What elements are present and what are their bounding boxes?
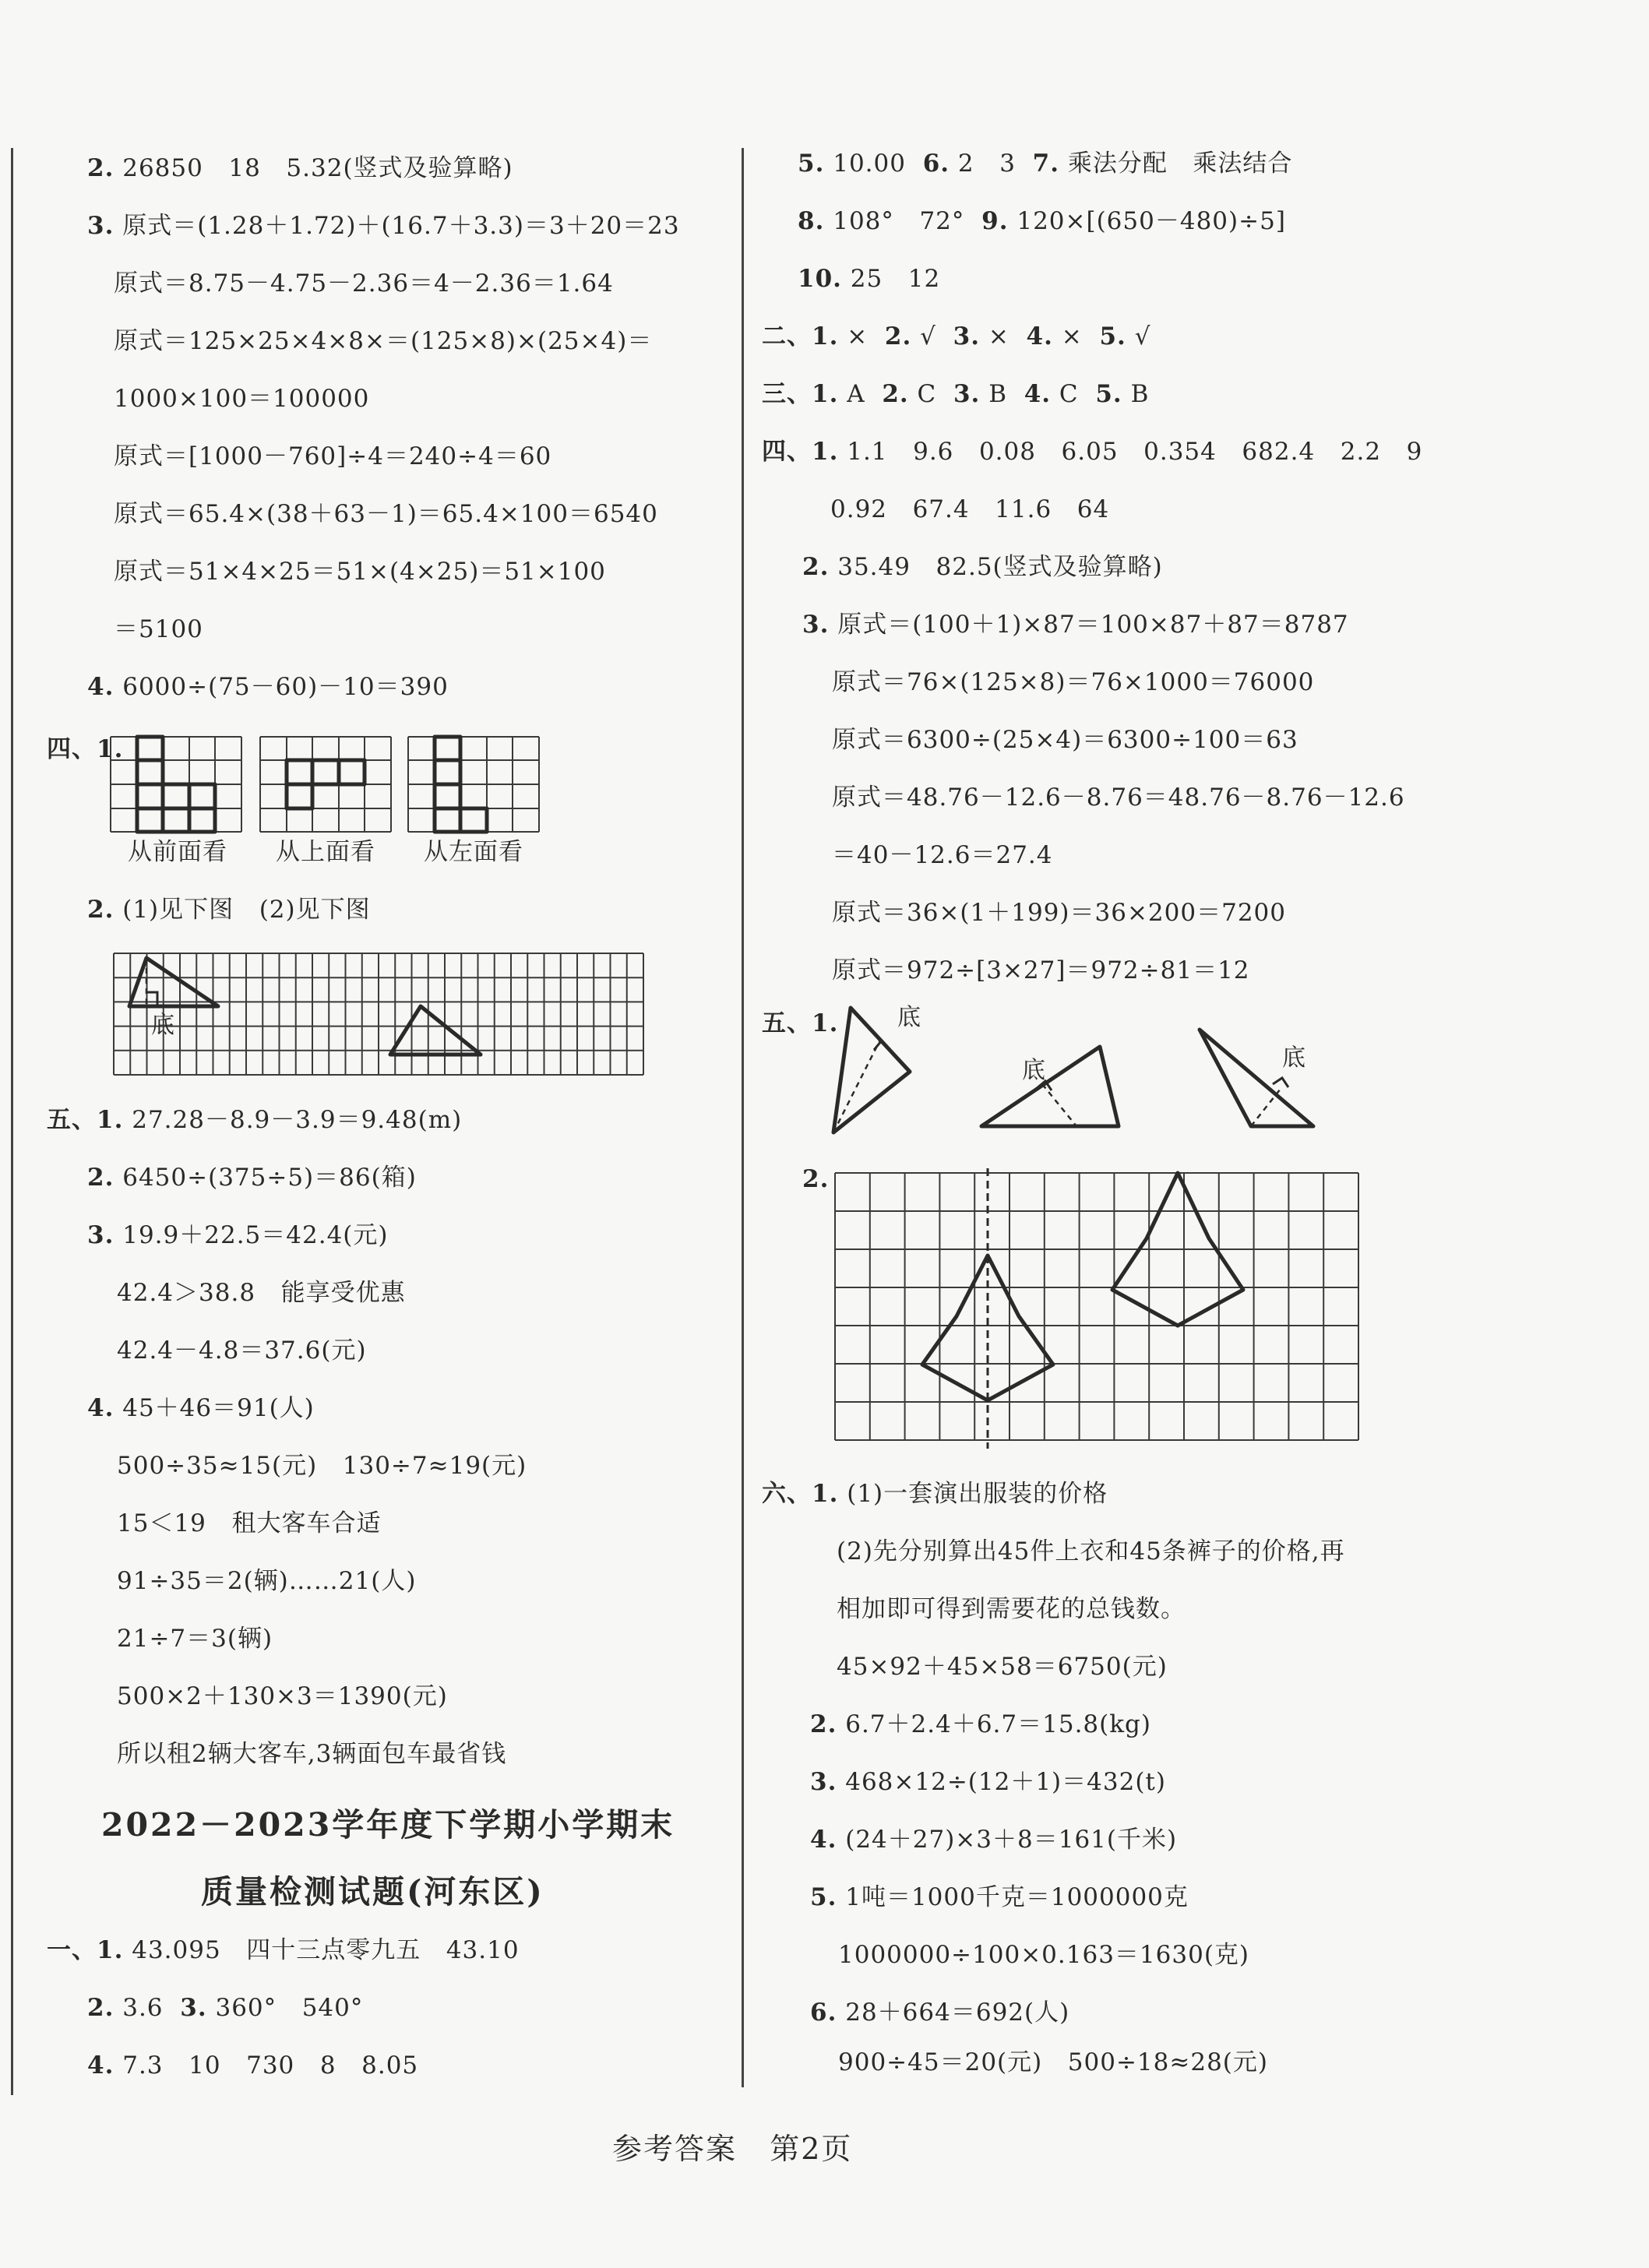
svg-text:底: 底 [1282, 1044, 1305, 1072]
answer-line: 原式＝972÷[3×27]＝972÷81＝12 [832, 956, 1250, 984]
answer-line: 10. 25 12 [798, 265, 941, 293]
answer-line: 原式＝65.4×(38＋63－1)＝65.4×100＝6540 [114, 500, 658, 528]
answer-line: 42.4－4.8＝37.6(元) [117, 1336, 367, 1365]
answer-line: 相加即可得到需要花的总钱数。 [837, 1595, 1186, 1623]
answer-line: ＝5100 [114, 615, 203, 643]
view-label-front: 从前面看 [128, 838, 227, 866]
answer-line: 原式＝125×25×4×8×＝(125×8)×(25×4)＝ [114, 327, 653, 355]
height-triangles [826, 1002, 1324, 1142]
answer-line: 四、1. 1.1 9.6 0.08 6.05 0.354 682.4 2.2 9 [762, 438, 1423, 466]
left-margin-rule [11, 148, 13, 2095]
answer-line: 42.4＞38.8 能享受优惠 [117, 1279, 406, 1307]
column-divider [742, 148, 744, 2087]
answer-line: 5. 10.00 6. 2 3 7. 乘法分配 乘法结合 [798, 150, 1293, 178]
answer-line: 原式＝48.76－12.6－8.76＝48.76－8.76－12.6 [832, 784, 1405, 812]
answer-line: 15＜19 租大客车合适 [117, 1509, 382, 1537]
section-title-line2: 质量检测试题(河东区) [201, 1873, 544, 1911]
answer-line: 2. 35.49 82.5(竖式及验算略) [802, 553, 1163, 581]
answer-line: 3. 原式＝(1.28＋1.72)＋(16.7＋3.3)＝3＋20＝23 [87, 212, 680, 240]
answer-line: 5. 1吨＝1000千克＝1000000克 [810, 1883, 1189, 1911]
answer-line: 三、1. A 2. C 3. B 4. C 5. B [762, 380, 1150, 408]
svg-text:底: 底 [897, 1004, 921, 1031]
base-label: 底 [151, 1012, 174, 1039]
answer-line: 500×2＋130×3＝1390(元) [117, 1682, 448, 1710]
answer-line: 二、1. × 2. √ 3. × 4. × 5. √ [762, 322, 1151, 350]
answer-line: (2)先分别算出45件上衣和45条裤子的价格,再 [837, 1537, 1345, 1565]
answer-line: 3. 19.9＋22.5＝42.4(元) [87, 1221, 389, 1249]
answer-line: 21÷7＝3(辆) [117, 1625, 273, 1653]
answer-line: 原式＝36×(1＋199)＝36×200＝7200 [832, 899, 1286, 927]
answer-line: 91÷35＝2(辆)……21(人) [117, 1567, 417, 1595]
answer-line: 2. 3.6 3. 360° 540° [87, 1994, 364, 2022]
svg-text:底: 底 [1022, 1057, 1045, 1084]
answer-line: 所以租2辆大客车,3辆面包车最省钱 [117, 1740, 507, 1768]
page-footer: 参考答案 第2页 [612, 2132, 853, 2166]
question-2-label: 2. [802, 1165, 830, 1193]
answer-line: 1000000÷100×0.163＝1630(克) [838, 1941, 1250, 1969]
answer-line: 900÷45＝20(元) 500÷18≈28(元) [838, 2048, 1268, 2076]
answer-line: 3. 原式＝(100＋1)×87＝100×87＋87＝8787 [802, 611, 1349, 639]
answer-line: 3. 468×12÷(12＋1)＝432(t) [810, 1768, 1166, 1796]
answer-line: 一、1. 43.095 四十三点零九五 43.10 [47, 1936, 520, 1964]
section-title-line1: 2022－2023学年度下学期小学期末 [101, 1806, 675, 1844]
answer-line: 六、1. (1)一套演出服装的价格 [762, 1480, 1108, 1508]
triangle-grid [114, 953, 643, 1078]
answer-line: 原式＝6300÷(25×4)＝6300÷100＝63 [832, 726, 1298, 754]
view-label-left: 从左面看 [424, 838, 523, 866]
symmetry-grid [835, 1173, 1362, 1446]
answer-line: 4. 45＋46＝91(人) [87, 1394, 315, 1422]
answer-line: 4. (24＋27)×3＋8＝161(千米) [810, 1826, 1178, 1854]
answer-line: 原式＝51×4×25＝51×(4×25)＝51×100 [114, 558, 606, 586]
answer-line: ＝40－12.6＝27.4 [832, 841, 1053, 869]
view-front-grid [111, 737, 243, 833]
answer-line: 五、1. 27.28－8.9－3.9＝9.48(m) [47, 1106, 463, 1134]
section-wu-label: 五、1. [762, 1009, 839, 1037]
view-top-grid [260, 737, 393, 833]
answer-line: 500÷35≈15(元) 130÷7≈19(元) [117, 1452, 527, 1480]
answer-line: 6. 28＋664＝692(人) [810, 1999, 1070, 2027]
view-label-top: 从上面看 [276, 838, 375, 866]
answer-line: 4. 6000÷(75－60)－10＝390 [87, 673, 449, 701]
answer-line: 原式＝8.75－4.75－2.36＝4－2.36＝1.64 [114, 269, 614, 298]
answer-line: 2. (1)见下图 (2)见下图 [87, 896, 371, 924]
answer-line: 原式＝[1000－760]÷4＝240÷4＝60 [114, 442, 552, 470]
answer-line: 45×92＋45×58＝6750(元) [837, 1653, 1168, 1681]
answer-line: 原式＝76×(125×8)＝76×1000＝76000 [832, 668, 1315, 696]
answer-line: 2. 26850 18 5.32(竖式及验算略) [87, 154, 513, 182]
answer-line: 8. 108° 72° 9. 120×[(650－480)÷5] [798, 207, 1286, 235]
answer-line: 2. 6.7＋2.4＋6.7＝15.8(kg) [810, 1710, 1151, 1738]
answer-line: 0.92 67.4 11.6 64 [830, 495, 1110, 523]
answer-line: 2. 6450÷(375÷5)＝86(箱) [87, 1164, 417, 1192]
answer-line: 4. 7.3 10 730 8 8.05 [87, 2051, 419, 2080]
answer-line: 1000×100＝100000 [114, 385, 370, 413]
section-si-label: 四、1. [47, 735, 124, 763]
view-left-grid [408, 737, 541, 833]
